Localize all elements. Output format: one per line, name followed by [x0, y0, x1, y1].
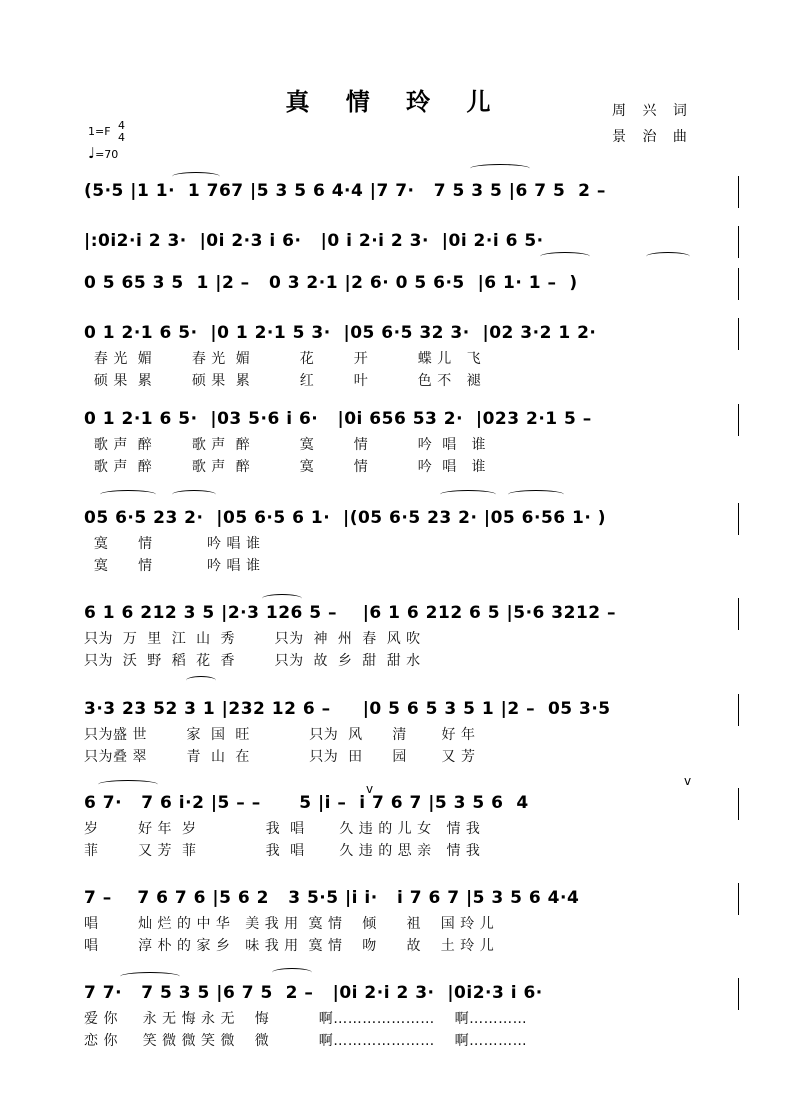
lyric-line: 岁 好 年 岁 我 唱 久 违 的 儿 女 情 我 — [84, 821, 481, 837]
notation-line: 0 1 2·1 6 5· |0 1 2·1 5 3· |05 6·5 32 3· |02 3·2 1 2· — [84, 323, 597, 343]
system-end-barline — [738, 883, 739, 915]
time-signature — [118, 120, 125, 144]
notation-line: |:0i2·i 2 3· |0i 2·3 i 6· |0 i 2·i 2 3· |0i 2·i 6 5· — [84, 231, 544, 251]
slur-mark — [262, 594, 302, 603]
system-end-barline — [738, 503, 739, 535]
system-end-barline — [738, 404, 739, 436]
system-end-barline — [738, 268, 739, 300]
slur-mark — [98, 780, 158, 789]
notation-line: 6 7· 7 6 i·2 |5 – – 5 |i – i 7 6 7 |5 3 5 6 4 — [84, 793, 529, 813]
lyric-line: 只为叠 翠 青 山 在 只为 田 园 又 芳 — [84, 749, 476, 765]
music-system — [84, 883, 740, 957]
key-and-tempo — [88, 120, 125, 164]
composer-credit: 景 治 曲 — [612, 129, 693, 145]
lyric-line: 只为 万 里 江 山 秀 只为 神 州 春 风 吹 — [84, 631, 421, 647]
time-bottom: 4 — [118, 131, 126, 144]
notation-line: 7 – 7 6 7 6 |5 6 2 3 5·5 |i i· i 7 6 7 |5 3 5 6 4·4 — [84, 888, 580, 908]
lyric-line: 歌 声 醉 歌 声 醉 寞 情 吟 唱 谁 — [84, 437, 487, 453]
music-system — [84, 694, 740, 768]
slur-mark — [120, 972, 180, 981]
slur-mark — [100, 490, 156, 499]
lyric-line: 爱 你 永 无 悔 永 无 悔 啊………………… 啊………… — [84, 1011, 528, 1027]
system-end-barline — [738, 598, 739, 630]
slur-mark — [646, 252, 690, 261]
lyric-line: 恋 你 笑 微 微 笑 微 微 啊………………… 啊………… — [84, 1033, 528, 1049]
credits — [612, 98, 693, 150]
notation-line: 0 5 65 3 5 1 |2 – 0 3 2·1 |2 6· 0 5 6·5 |6 1· 1 – ) — [84, 273, 578, 293]
lyric-line: 唱 淳 朴 的 家 乡 味 我 用 寞 情 吻 故 土 玲 儿 — [84, 938, 495, 954]
song-title: 真 情 玲 儿 — [285, 87, 505, 116]
notation-line: 05 6·5 23 2· |05 6·5 6 1· |(05 6·5 23 2· |05 6·56 1· ) — [84, 508, 606, 528]
notation-line: 0 1 2·1 6 5· |03 5·6 i 6· |0i 656 53 2· |023 2·1 5 – — [84, 409, 592, 429]
slur-mark — [540, 252, 590, 261]
music-system — [84, 268, 740, 298]
slur-mark — [470, 164, 530, 173]
music-system — [84, 978, 740, 1052]
music-system — [84, 503, 740, 577]
slur-mark — [272, 968, 312, 977]
quarter-note-icon: ♩ — [88, 144, 96, 162]
tempo-value: =70 — [95, 148, 119, 161]
breath-mark: v — [684, 774, 692, 788]
slur-mark — [172, 490, 216, 499]
system-end-barline — [738, 318, 739, 350]
music-system — [84, 318, 740, 392]
slur-mark — [172, 172, 220, 181]
slur-mark — [186, 676, 216, 685]
system-end-barline — [738, 978, 739, 1010]
key-signature: 1=F — [88, 125, 111, 138]
slur-mark — [440, 490, 496, 499]
breath-mark: v — [366, 782, 374, 796]
notation-line: (5·5 |1 1· 1 767 |5 3 5 6 4·4 |7 7· 7 5 3 5 |6 7 5 2 – — [84, 181, 606, 201]
system-end-barline — [738, 176, 739, 208]
lyric-line: 寞 情 吟 唱 谁 — [84, 536, 261, 552]
lyric-line: 歌 声 醉 歌 声 醉 寞 情 吟 唱 谁 — [84, 459, 487, 475]
slur-mark — [508, 490, 564, 499]
system-end-barline — [738, 788, 739, 820]
music-system — [84, 404, 740, 478]
notation-line: 6 1 6 212 3 5 |2·3 126 5 – |6 1 6 212 6 5 |5·6 3212 – — [84, 603, 617, 623]
lyric-line: 春 光 媚 春 光 媚 花 开 蝶 儿 飞 — [84, 351, 482, 367]
music-system — [84, 598, 740, 672]
lyric-line: 硕 果 累 硕 果 累 红 叶 色 不 褪 — [84, 373, 482, 389]
music-system — [84, 226, 740, 256]
music-system — [84, 788, 740, 862]
lyric-line: 只为 沃 野 稻 花 香 只为 故 乡 甜 甜 水 — [84, 653, 421, 669]
lyric-line: 寞 情 吟 唱 谁 — [84, 558, 261, 574]
notation-line: 7 7· 7 5 3 5 |6 7 5 2 – |0i 2·i 2 3· |0i2·3 i 6· — [84, 983, 543, 1003]
lyric-line: 唱 灿 烂 的 中 华 美 我 用 寞 情 倾 祖 国 玲 儿 — [84, 916, 495, 932]
notation-line: 3·3 23 52 3 1 |232 12 6 – |0 5 6 5 3 5 1 |2 – 05 3·5 — [84, 699, 611, 719]
system-end-barline — [738, 694, 739, 726]
time-top: 4 — [118, 119, 126, 132]
lyricist-credit: 周 兴 词 — [612, 103, 693, 119]
lyric-line: 只为盛 世 家 国 旺 只为 风 清 好 年 — [84, 727, 476, 743]
system-end-barline — [738, 226, 739, 258]
lyric-line: 菲 又 芳 菲 我 唱 久 违 的 思 亲 情 我 — [84, 843, 481, 859]
